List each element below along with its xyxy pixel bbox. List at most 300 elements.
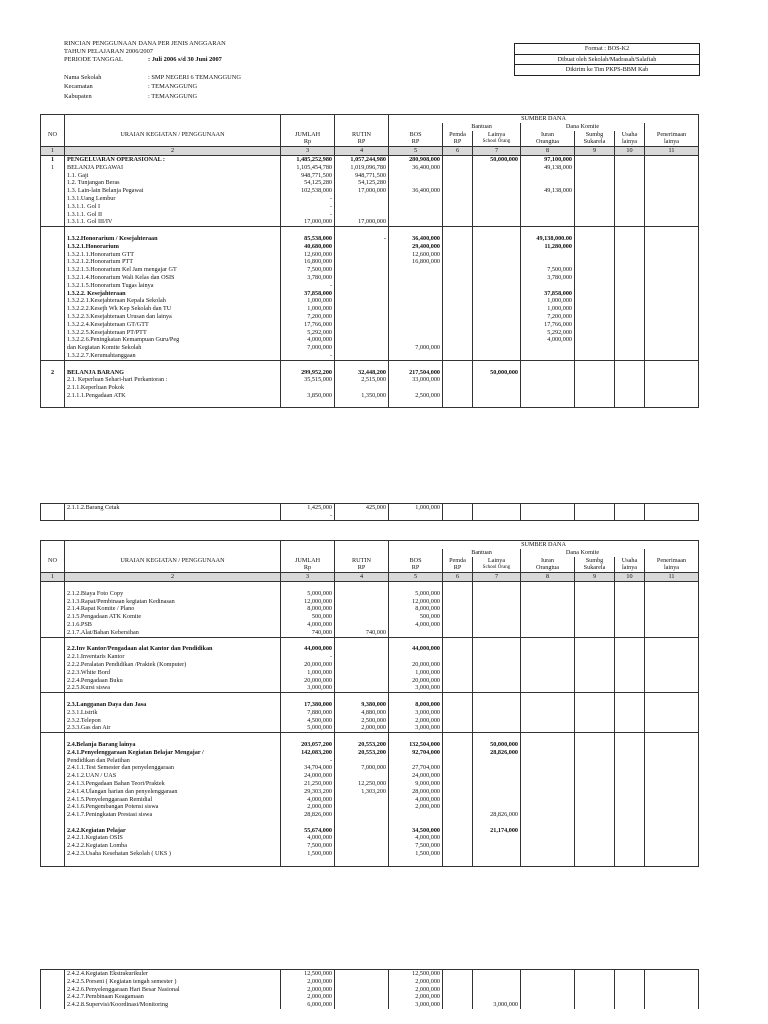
column-number: 9 (575, 147, 615, 156)
row-amount (645, 645, 699, 653)
row-amount (443, 590, 473, 598)
row-amount (443, 187, 473, 195)
row-amount: 17,000,000 (281, 218, 335, 226)
unit-rp: RP (335, 564, 389, 572)
row-amount (645, 970, 699, 978)
row-amount (473, 677, 521, 685)
row-amount: 4,000,000 (389, 834, 443, 842)
row-amount (575, 581, 615, 589)
unit-rp: RP (389, 564, 443, 572)
row-amount (473, 598, 521, 606)
row-amount (521, 772, 575, 780)
table-row (41, 581, 699, 589)
row-description: 2.4.2.Kegiatan Pelajar (65, 827, 281, 835)
row-amount (335, 693, 389, 701)
row-amount (443, 344, 473, 352)
row-amount (615, 653, 645, 661)
row-amount (575, 993, 615, 1001)
row-amount: 1,485,252,980 (281, 155, 335, 163)
row-number (41, 677, 65, 685)
row-amount (443, 637, 473, 645)
column-number: 4 (335, 147, 389, 156)
row-amount (443, 772, 473, 780)
table-row (41, 669, 699, 677)
row-amount (575, 227, 615, 235)
row-description: 1.3.1.1. Gol I (65, 203, 281, 211)
row-amount: 12,600,000 (281, 251, 335, 259)
row-amount: 740,000 (281, 629, 335, 637)
row-amount (575, 653, 615, 661)
row-amount: 1,500,000 (389, 850, 443, 858)
row-number (41, 653, 65, 661)
column-number: 7 (473, 573, 521, 582)
row-amount: 3,000,000 (473, 1001, 521, 1009)
row-amount (615, 243, 645, 251)
row-amount (389, 512, 443, 520)
row-amount: 16,800,000 (281, 258, 335, 266)
row-amount: 4,500,000 (281, 717, 335, 725)
row-amount: 28,826,000 (281, 811, 335, 819)
row-amount (473, 819, 521, 827)
table-row (41, 684, 699, 692)
row-description: 1.3.2.2.6.Peningkatan Kemampuan Guru/Peg (65, 336, 281, 344)
table-row (41, 329, 699, 337)
row-amount (615, 605, 645, 613)
row-amount: 12,000,000 (389, 598, 443, 606)
row-amount: 1,000,000 (281, 305, 335, 313)
row-number (41, 811, 65, 819)
table-row (41, 819, 699, 827)
row-amount (473, 282, 521, 290)
row-amount (575, 764, 615, 772)
row-description: 2.4.2.5.Porseni ( Kegiatan tengah semester ) (65, 978, 281, 986)
row-description (65, 400, 281, 408)
row-number (41, 621, 65, 629)
row-amount (521, 352, 575, 360)
row-amount (335, 858, 389, 866)
row-amount (521, 724, 575, 732)
row-amount (473, 733, 521, 741)
row-amount (575, 749, 615, 757)
row-amount (615, 661, 645, 669)
col-rutin: RUTIN (335, 131, 389, 139)
row-amount (645, 741, 699, 749)
table-row (41, 978, 699, 986)
row-amount (615, 203, 645, 211)
school-value: : SMP NEGERI 6 TEMANGGUNG (148, 74, 242, 81)
row-amount (615, 218, 645, 226)
row-amount (575, 834, 615, 842)
row-amount: 34,704,000 (281, 764, 335, 772)
row-number (41, 970, 65, 978)
row-description: 2.3.1.Listrik (65, 709, 281, 717)
row-number (41, 637, 65, 645)
row-amount (615, 850, 645, 858)
row-amount (645, 218, 699, 226)
row-amount: 1,425,000 (281, 504, 335, 512)
row-amount (575, 733, 615, 741)
row-amount: 7,200,000 (281, 313, 335, 321)
row-amount: 3,000,000 (281, 684, 335, 692)
row-amount: 7,880,000 (281, 709, 335, 717)
row-amount (443, 305, 473, 313)
row-amount (521, 803, 575, 811)
column-number: 6 (443, 147, 473, 156)
row-amount (335, 203, 389, 211)
row-amount (645, 986, 699, 994)
table-row (41, 179, 699, 187)
row-amount (443, 749, 473, 757)
column-number: 11 (645, 573, 699, 582)
row-amount (443, 701, 473, 709)
row-number (41, 605, 65, 613)
row-amount (473, 384, 521, 392)
row-amount (473, 724, 521, 732)
row-description: 2.1.6.PSB (65, 621, 281, 629)
row-amount: 17,766,000 (281, 321, 335, 329)
row-amount (443, 1001, 473, 1009)
row-amount (335, 400, 389, 408)
row-number (41, 218, 65, 226)
row-description: 2.1.4.Rapat Komite / Plano (65, 605, 281, 613)
row-amount: 5,000,000 (281, 590, 335, 598)
row-number (41, 764, 65, 772)
row-amount (521, 858, 575, 866)
row-amount (443, 669, 473, 677)
row-description: 1.3.2.2.5.Kesejahteraan PT/PTT (65, 329, 281, 337)
row-amount (389, 290, 443, 298)
row-amount (521, 842, 575, 850)
row-number (41, 717, 65, 725)
column-number-row (41, 573, 699, 582)
row-amount (473, 211, 521, 219)
row-number (41, 993, 65, 1001)
row-amount (473, 251, 521, 259)
row-amount (615, 512, 645, 520)
row-amount: 36,400,000 (389, 235, 443, 243)
row-number (41, 227, 65, 235)
row-amount (281, 733, 335, 741)
table-row (41, 352, 699, 360)
row-amount (281, 581, 335, 589)
row-amount: 24,000,000 (389, 772, 443, 780)
row-amount (521, 669, 575, 677)
row-amount (575, 235, 615, 243)
row-amount (645, 203, 699, 211)
row-amount (443, 993, 473, 1001)
row-description: 2.3.2.Telepon (65, 717, 281, 725)
row-amount (521, 717, 575, 725)
table-row (41, 993, 699, 1001)
row-description: 2.3.Langganan Daya dan Jasa (65, 701, 281, 709)
bantuan-header: Bantuan (443, 123, 521, 131)
row-amount (645, 788, 699, 796)
row-amount (521, 645, 575, 653)
row-number (41, 243, 65, 251)
row-amount (335, 819, 389, 827)
row-number (41, 504, 65, 512)
row-amount (575, 986, 615, 994)
row-amount (521, 653, 575, 661)
row-amount (645, 749, 699, 757)
row-amount (575, 352, 615, 360)
row-description: 1.3.2.2.4.Kesejahteraan GT/GTT (65, 321, 281, 329)
row-amount (521, 172, 575, 180)
row-amount (443, 282, 473, 290)
row-amount (335, 227, 389, 235)
row-amount (389, 637, 443, 645)
row-amount (443, 677, 473, 685)
row-number (41, 266, 65, 274)
row-amount (335, 1001, 389, 1009)
row-amount (389, 629, 443, 637)
row-amount (615, 297, 645, 305)
row-amount: 28,000,000 (389, 788, 443, 796)
row-amount (443, 645, 473, 653)
row-amount (615, 164, 645, 172)
table-row (41, 986, 699, 994)
row-amount: 4,000,000 (281, 834, 335, 842)
row-number (41, 757, 65, 765)
table-row (41, 297, 699, 305)
row-amount: 37,858,000 (521, 290, 575, 298)
row-description: 2.4.1.6.Pengembangan Potensi siswa (65, 803, 281, 811)
table-row (41, 621, 699, 629)
col-penerimaan: Penerimaan (645, 557, 699, 565)
table-1b-body (41, 504, 699, 521)
row-amount (473, 780, 521, 788)
row-amount (335, 352, 389, 360)
column-number: 8 (521, 147, 575, 156)
row-amount: - (281, 282, 335, 290)
row-amount (443, 336, 473, 344)
row-amount (615, 251, 645, 259)
row-description: 1.3.2.Honorarium / Kesejahteraan (65, 235, 281, 243)
row-amount (443, 598, 473, 606)
table-row (41, 211, 699, 219)
row-amount: 40,680,000 (281, 243, 335, 251)
row-amount: 4,000,000 (281, 621, 335, 629)
header-row-names (41, 131, 699, 139)
row-amount (615, 305, 645, 313)
row-amount: 49,138,000 (521, 164, 575, 172)
row-amount (473, 605, 521, 613)
row-amount (521, 757, 575, 765)
row-description: 1.3.2.1.3.Honorarium Kel Jam mengajar GT (65, 266, 281, 274)
row-amount (615, 1001, 645, 1009)
row-amount (521, 251, 575, 259)
table-row (41, 757, 699, 765)
row-amount (521, 360, 575, 368)
row-number (41, 376, 65, 384)
row-amount (335, 757, 389, 765)
row-amount (443, 155, 473, 163)
row-amount (521, 211, 575, 219)
row-amount (335, 274, 389, 282)
row-amount: 7,000,000 (335, 764, 389, 772)
row-amount (473, 803, 521, 811)
row-amount (645, 993, 699, 1001)
column-number: 3 (281, 147, 335, 156)
table-row (41, 653, 699, 661)
row-amount (575, 605, 615, 613)
unit-school: School Orang (473, 564, 521, 572)
row-amount (443, 400, 473, 408)
row-amount (335, 360, 389, 368)
row-amount (575, 282, 615, 290)
row-amount: 20,553,200 (335, 749, 389, 757)
row-description (65, 227, 281, 235)
row-amount: 280,908,000 (389, 155, 443, 163)
row-amount (473, 400, 521, 408)
row-amount (615, 321, 645, 329)
row-amount: - (281, 512, 335, 520)
col-no: NO (41, 557, 65, 565)
row-number (41, 360, 65, 368)
row-amount (645, 605, 699, 613)
row-amount: - (281, 203, 335, 211)
row-amount (645, 590, 699, 598)
row-amount (521, 258, 575, 266)
row-amount (281, 819, 335, 827)
row-amount (389, 172, 443, 180)
row-amount (645, 384, 699, 392)
row-amount (443, 258, 473, 266)
row-amount: 7,500,000 (281, 266, 335, 274)
row-amount: 2,000,000 (281, 803, 335, 811)
row-amount: 1,105,454,780 (281, 164, 335, 172)
row-amount (575, 978, 615, 986)
row-amount (473, 164, 521, 172)
row-amount (521, 811, 575, 819)
table-row (41, 827, 699, 835)
row-amount: 2,000,000 (389, 993, 443, 1001)
row-amount (335, 384, 389, 392)
row-amount (615, 290, 645, 298)
row-amount (443, 764, 473, 772)
row-amount (575, 329, 615, 337)
row-amount: 1,000,000 (389, 669, 443, 677)
row-amount (335, 772, 389, 780)
table-row (41, 709, 699, 717)
row-amount (443, 757, 473, 765)
row-amount (575, 598, 615, 606)
row-amount (443, 392, 473, 400)
row-number (41, 693, 65, 701)
district-label: Kecamatan (64, 83, 93, 90)
row-amount (521, 684, 575, 692)
row-description: 2.4.2.1.Kegiatan OSIS (65, 834, 281, 842)
row-amount (615, 235, 645, 243)
row-amount (443, 834, 473, 842)
row-amount (521, 693, 575, 701)
row-amount (473, 653, 521, 661)
row-amount (443, 803, 473, 811)
table-row (41, 677, 699, 685)
row-amount (443, 858, 473, 866)
row-amount: 7,000,000 (389, 344, 443, 352)
row-amount: 36,400,000 (389, 187, 443, 195)
row-amount (645, 827, 699, 835)
row-amount (521, 677, 575, 685)
row-number (41, 772, 65, 780)
row-amount: 49,138,000 (521, 187, 575, 195)
row-number (41, 392, 65, 400)
row-amount (615, 266, 645, 274)
row-amount (281, 360, 335, 368)
row-amount (335, 211, 389, 219)
row-amount: 97,100,000 (521, 155, 575, 163)
row-description: 2.4.1.7.Peningkatan Prestasi siswa (65, 811, 281, 819)
row-amount (521, 179, 575, 187)
row-amount (645, 266, 699, 274)
row-amount: 2,000,000 (281, 993, 335, 1001)
row-description: 2.4.2.3.Usaha Kesehatan Sekolah ( UKS ) (65, 850, 281, 858)
row-amount (575, 376, 615, 384)
row-amount (473, 258, 521, 266)
row-amount (389, 282, 443, 290)
row-amount: 9,380,000 (335, 701, 389, 709)
row-number (41, 195, 65, 203)
col-iuran: Iuran (521, 131, 575, 139)
row-amount (389, 274, 443, 282)
col-usaha: Usaha (615, 557, 645, 565)
row-number (41, 329, 65, 337)
row-amount (389, 305, 443, 313)
row-description: 2.4.1.1.Test Semester dan penyelenggaraan (65, 764, 281, 772)
row-description: 2.2.2.Peralatan Pendidikan /Praktek (Komputer) (65, 661, 281, 669)
row-number (41, 172, 65, 180)
row-amount (521, 780, 575, 788)
row-amount: 4,000,000 (281, 796, 335, 804)
row-amount (521, 970, 575, 978)
bantuan-header: Bantuan (443, 549, 521, 557)
row-amount (335, 811, 389, 819)
row-amount (575, 741, 615, 749)
row-amount (473, 392, 521, 400)
row-description: PENGELUARAN OPERASIONAL : (65, 155, 281, 163)
row-amount: 8,000,000 (389, 701, 443, 709)
row-number (41, 669, 65, 677)
row-amount (389, 179, 443, 187)
row-amount (473, 321, 521, 329)
table-row (41, 717, 699, 725)
row-description: 1.3.1.1. Gol III/IV (65, 218, 281, 226)
row-amount: 20,000,000 (281, 677, 335, 685)
row-amount (615, 701, 645, 709)
row-amount (473, 637, 521, 645)
table-1-body (41, 155, 699, 408)
row-amount (473, 684, 521, 692)
row-amount (645, 155, 699, 163)
row-amount (645, 400, 699, 408)
row-amount (443, 211, 473, 219)
row-amount: 27,704,000 (389, 764, 443, 772)
row-amount: 1,500,000 (281, 850, 335, 858)
row-amount: 20,000,000 (281, 661, 335, 669)
row-amount: 11,280,000 (521, 243, 575, 251)
row-amount (443, 203, 473, 211)
row-description: 1.3.2.2. Kesejahteraan (65, 290, 281, 298)
row-amount (335, 842, 389, 850)
row-number (41, 321, 65, 329)
row-amount (443, 251, 473, 259)
row-amount (615, 590, 645, 598)
row-amount (335, 266, 389, 274)
table-row (41, 282, 699, 290)
row-amount: 740,000 (335, 629, 389, 637)
row-amount: 948,771,500 (335, 172, 389, 180)
